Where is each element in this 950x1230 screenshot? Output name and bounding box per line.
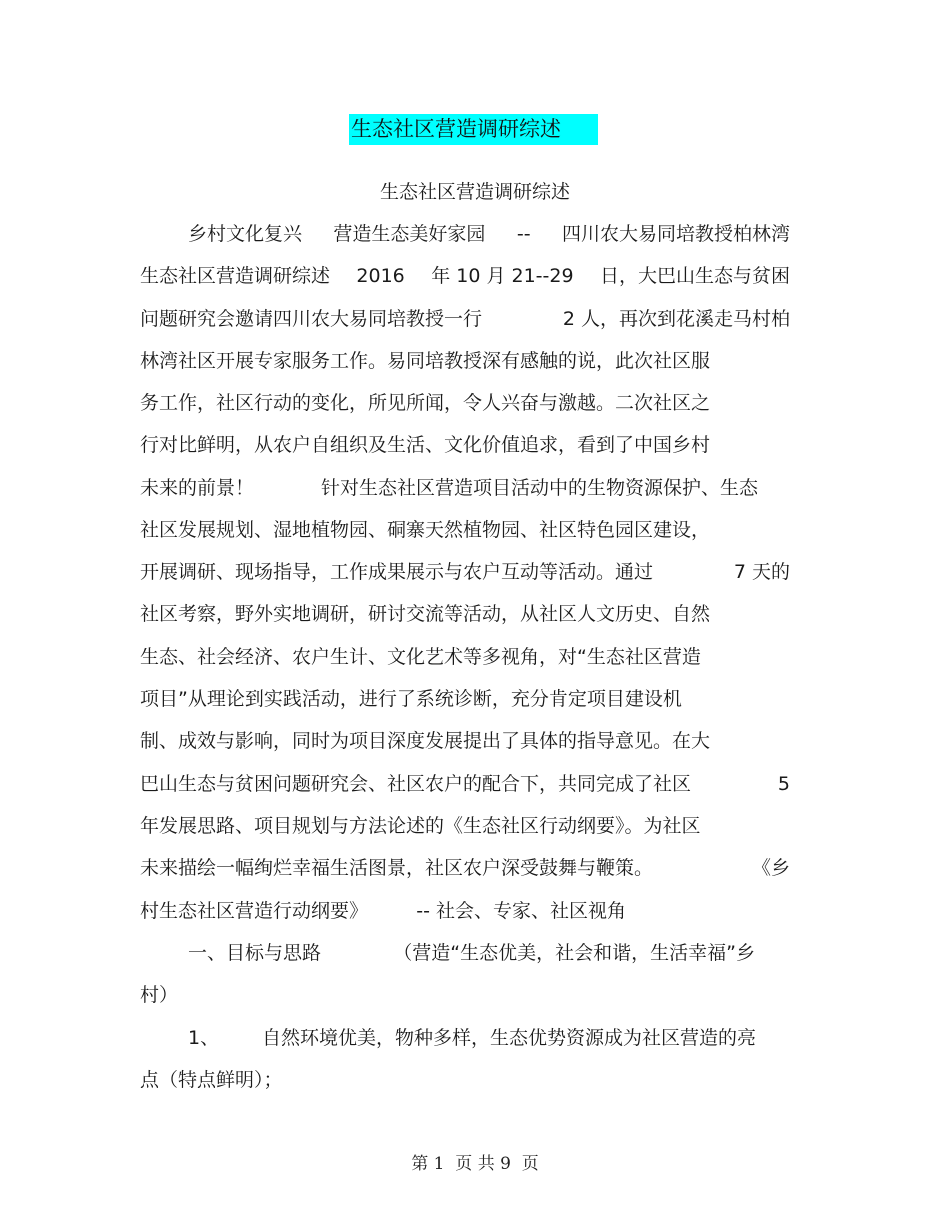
body-line (140, 727, 790, 755)
list-item-line (188, 1024, 756, 1052)
text-segment: 制、成效与影响，同时为项目深度发展提出了具体的指导意见。在大 (140, 730, 711, 752)
text-segment: -- 社会、专家、社区视角 (416, 900, 626, 922)
text-segment: -- (516, 223, 531, 245)
body-line (140, 474, 758, 502)
body-line (140, 600, 790, 628)
subtitle: 生态社区营造调研综述 (379, 181, 570, 203)
text-segment: 点（特点鲜明）； (140, 1069, 283, 1091)
body-line (140, 643, 790, 671)
body-line (140, 1066, 790, 1094)
text-segment: 2016 (356, 265, 405, 287)
text-segment: 四川农大易同培教授柏林湾 (561, 223, 790, 245)
text-segment: 村生态社区营造行动纲要》 (140, 900, 369, 922)
text-segment: 乡村文化复兴 (188, 223, 303, 245)
text-segment: 巴山生态与贫困问题研究会、社区农户的配合下，共同完成了社区 (140, 773, 692, 795)
text-segment: 日，大巴山生态与贫困 (599, 265, 790, 287)
text-segment: 7 天的 (733, 561, 790, 583)
text-segment: 未来描绘一幅绚烂幸福生活图景，社区农户深受鼓舞与鞭策。 (140, 857, 654, 879)
text-segment: 生态社区营造调研综述 (140, 265, 331, 287)
text-segment: 年 10 月 21--29 (431, 265, 574, 287)
text-segment: 开展调研、现场指导，工作成果展示与农户互动等活动。通过 (140, 561, 654, 583)
body-line (140, 897, 626, 925)
text-segment: 一、目标与思路 (188, 942, 322, 964)
text-segment: （营造“生态优美，社会和谐，生活幸福”乡 (393, 942, 755, 964)
highlighted-title: 生态社区营造调研综述 (349, 114, 598, 145)
text-segment: 2 人，再次到花溪走马村柏 (562, 308, 790, 330)
text-segment: 林湾社区开展专家服务工作。易同培教授深有感触的说，此次社区服 (140, 350, 711, 372)
text-segment: 社区考察，野外实地调研，研讨交流等活动，从社区人文历史、自然 (140, 603, 711, 625)
text-segment: 务工作，社区行动的变化，所见所闻，令人兴奋与激越。二次社区之 (140, 392, 711, 414)
text-segment: 5 (777, 773, 790, 795)
page-number-footer: 第 1 页 共 9 页 (411, 1154, 539, 1174)
section-heading-line (188, 939, 755, 967)
text-segment: 未来的前景！ (140, 477, 255, 499)
text-segment: 问题研究会邀请四川农大易同培教授一行 (140, 308, 483, 330)
text-segment: 村） (140, 984, 179, 1006)
text-segment: 行对比鲜明，从农户自组织及生活、文化价值追求，看到了中国乡村 (140, 434, 711, 456)
body-line (140, 347, 790, 375)
body-line (140, 812, 790, 840)
body-line (140, 558, 790, 586)
body-line (140, 516, 790, 544)
body-line (140, 770, 790, 798)
body-line (140, 389, 790, 417)
text-segment: 生态、社会经济、农户生计、文化艺术等多视角，对“生态社区营造 (140, 646, 701, 668)
text-segment: 年发展思路、项目规划与方法论述的《生态社区行动纲要》。为社区 (140, 815, 701, 837)
text-segment: 《乡 (751, 857, 790, 879)
text-segment: 针对生态社区营造项目活动中的生物资源保护、生态 (320, 477, 758, 499)
body-line (140, 262, 790, 290)
text-segment: 项目”从理论到实践活动，进行了系统诊断，充分肯定项目建设机 (140, 688, 682, 710)
body-line (140, 431, 790, 459)
body-line (140, 854, 790, 882)
body-line (140, 685, 790, 713)
text-segment: 1、 (188, 1027, 220, 1049)
body-line (140, 305, 790, 333)
text-segment: 自然环境优美，物种多样，生态优势资源成为社区营造的亮 (261, 1027, 756, 1049)
body-line (140, 981, 790, 1009)
text-segment: 社区发展规划、湿地植物园、硐寨天然植物园、社区特色园区建设， (140, 519, 711, 541)
body-line (188, 220, 790, 248)
text-segment: 营造生态美好家园 (333, 223, 486, 245)
